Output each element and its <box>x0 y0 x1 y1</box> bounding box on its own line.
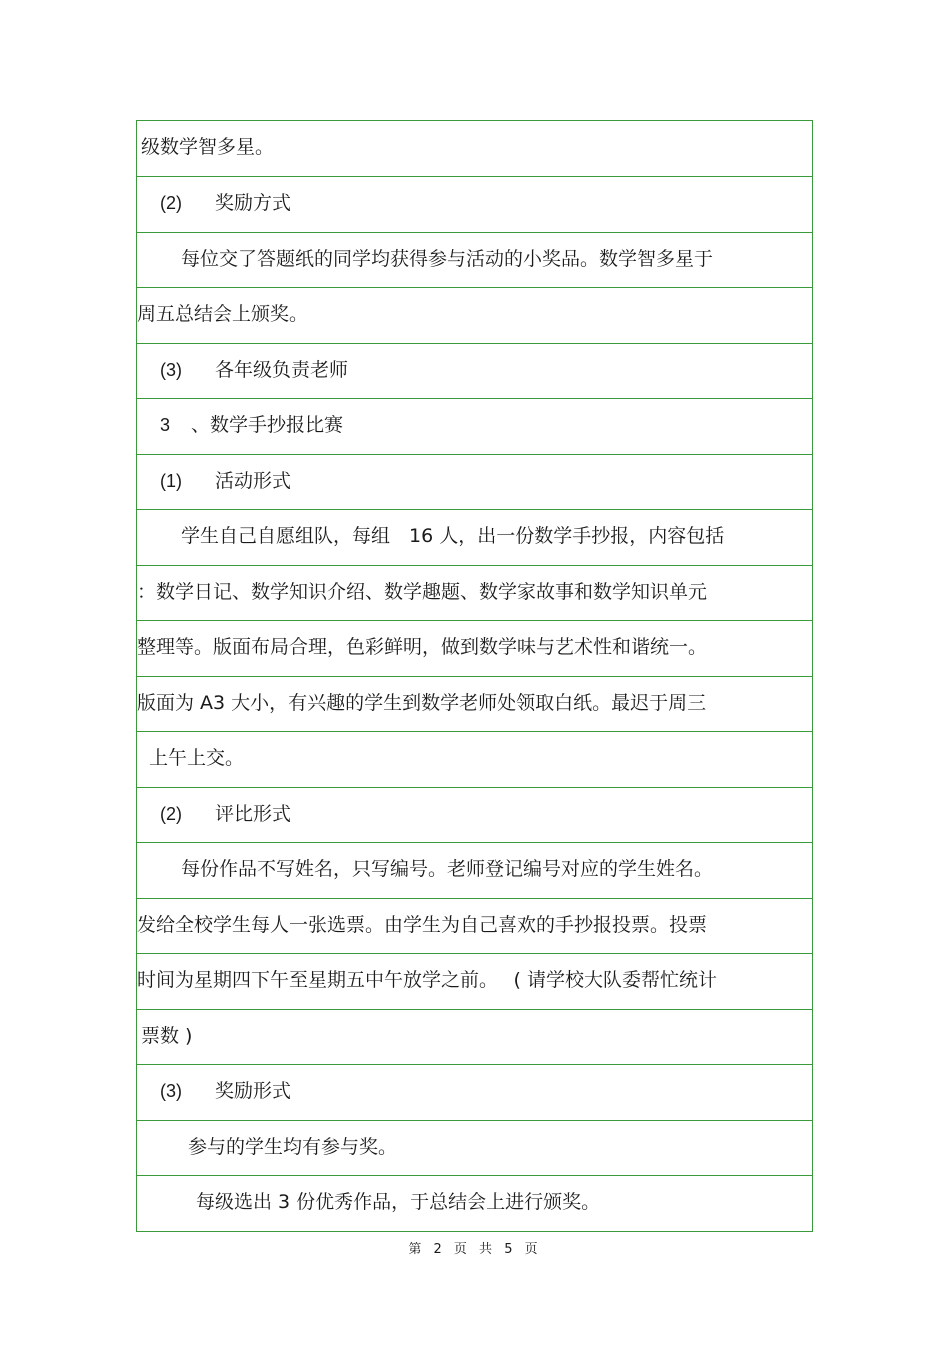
table-row <box>137 176 812 231</box>
row-text: 每份作品不写姓名，只写编号。老师登记编号对应的学生姓名。 <box>181 858 714 880</box>
row-text: 级数学智多星。 <box>141 136 275 158</box>
row-text: 整理等。版面布局合理，色彩鲜明，做到数学味与艺术性和谐统一。 <box>137 636 708 658</box>
row-text: 上午上交。 <box>149 747 245 769</box>
row-text: 每位交了答题纸的同学均获得参与活动的小奖品。数学智多星于 <box>181 248 714 270</box>
item-heading: 活动形式 <box>215 470 292 492</box>
row-text: 每级选出 3 份优秀作品，于总结会上进行颁奖。 <box>196 1191 601 1213</box>
section-heading: 、数学手抄报比赛 <box>191 414 344 436</box>
row-text: ：数学日记、数学知识介绍、数学趣题、数学家故事和数学知识单元 <box>137 581 708 603</box>
row-text: 票数 ) <box>141 1025 193 1047</box>
table-row <box>137 1009 812 1064</box>
table-row <box>137 121 812 176</box>
table-row <box>137 676 812 731</box>
table-row <box>137 398 812 453</box>
table-row <box>137 898 812 953</box>
item-number: (3) <box>160 1081 182 1101</box>
table-row <box>137 1064 812 1119</box>
table-row <box>137 731 812 786</box>
item-heading: 评比形式 <box>215 803 292 825</box>
table-row <box>137 509 812 564</box>
document-table <box>136 120 813 1232</box>
item-heading: 奖励方式 <box>215 192 292 214</box>
table-row <box>137 454 812 509</box>
row-text: 参与的学生均有参与奖。 <box>188 1136 398 1158</box>
row-text: 周五总结会上颁奖。 <box>137 303 309 325</box>
row-text: 学生自己自愿组队，每组 16 人，出一份数学手抄报，内容包括 <box>181 525 725 547</box>
item-heading: 各年级负责老师 <box>215 359 349 381</box>
table-row <box>137 1120 812 1175</box>
row-text: 时间为星期四下午至星期五中午放学之前。 ( 请学校大队委帮忙统计 <box>137 969 717 991</box>
table-row <box>137 787 812 842</box>
table-row <box>137 287 812 342</box>
page-number-footer: 第 2 页 共 5 页 <box>408 1242 542 1257</box>
row-text: 发给全校学生每人一张选票。由学生为自己喜欢的手抄报投票。投票 <box>137 914 708 936</box>
table-row <box>137 343 812 398</box>
item-number: (2) <box>160 193 182 213</box>
item-number: (3) <box>160 360 182 380</box>
item-number: (1) <box>160 471 182 491</box>
table-row <box>137 232 812 287</box>
table-row <box>137 842 812 897</box>
table-row <box>137 565 812 620</box>
item-heading: 奖励形式 <box>215 1080 292 1102</box>
table-row <box>137 620 812 675</box>
table-row <box>137 1175 812 1230</box>
table-row <box>137 953 812 1008</box>
row-text: 版面为 A3 大小，有兴趣的学生到数学老师处领取白纸。最迟于周三 <box>137 692 707 714</box>
item-number: (2) <box>160 804 182 824</box>
section-number: 3 <box>160 415 171 435</box>
